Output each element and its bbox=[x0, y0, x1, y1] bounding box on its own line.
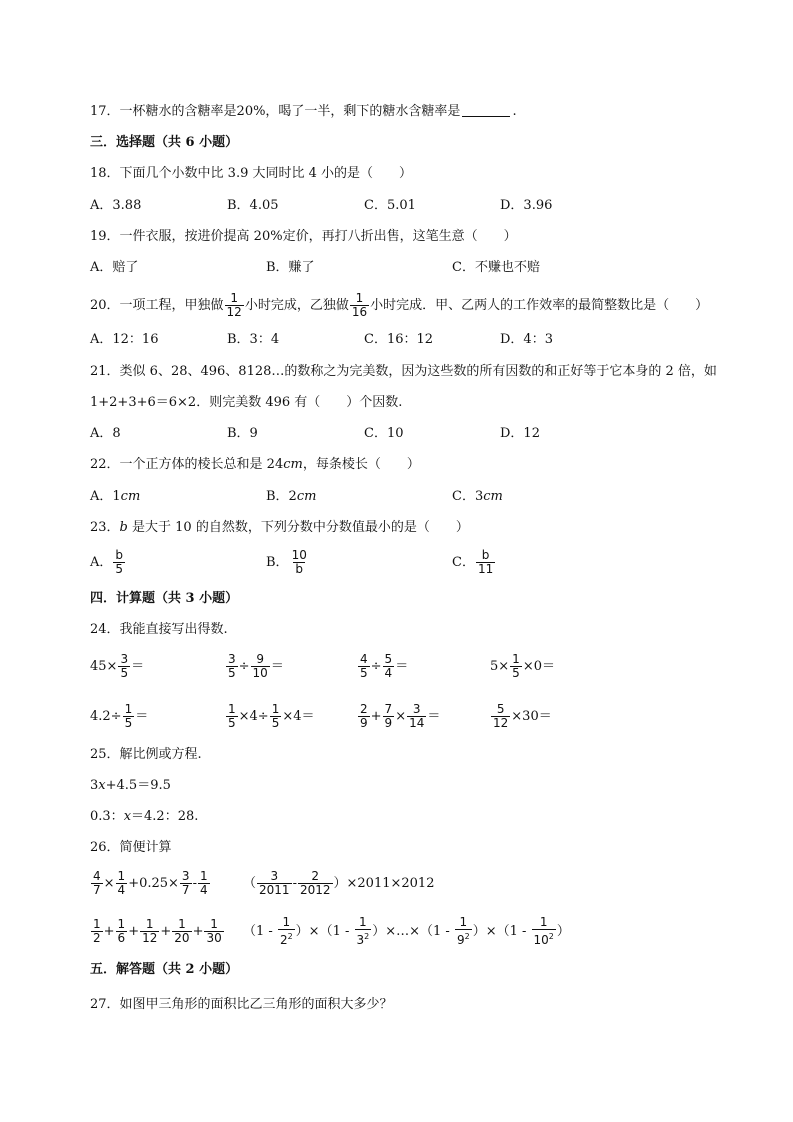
option-a[interactable]: A．3.88 bbox=[90, 198, 142, 213]
expression: （1 - $\frac{1}{2^2}$ ）×（1 - $\frac{1}{3^2}$ ）×…×（1 - $\frac{1}{9^2}$ ）×（1 - $\frac{1}{10^2}$ ） bbox=[243, 915, 570, 947]
option-c[interactable]: C． $\frac{b}{11}$ bbox=[452, 548, 494, 576]
option-a[interactable]: A．12：16 bbox=[90, 332, 159, 347]
question-20: 20．一项工程，甲独做 $\frac{1}{12}$ 小时完成，乙独做 $\frac{1}{16}$ 小时完成．甲、乙两人的工作效率的最简整数比是（ ） bbox=[90, 291, 709, 319]
option-b[interactable]: B．赚了 bbox=[266, 260, 315, 275]
expression: $\frac{5}{12}$ ×30＝ bbox=[493, 702, 552, 730]
option-d[interactable]: D．4：3 bbox=[500, 332, 553, 347]
expression: $\frac{4}{7}$ × $\frac{1}{4}$ +0.25× $\frac{3}{7}$ - $\frac{1}{4}$ bbox=[93, 869, 208, 897]
equation: 3x+4.5＝9.5 bbox=[90, 778, 171, 793]
question-27: 27．如图甲三角形的面积比乙三角形的面积大多少？ bbox=[90, 997, 393, 1012]
expression: $\frac{2}{9}$ + $\frac{7}{9}$ × $\frac{3}{14}$ ＝ bbox=[360, 702, 441, 730]
answer-blank[interactable] bbox=[462, 102, 510, 117]
question-23: 23．b 是大于 10 的自然数，下列分数中分数值最小的是（ ） bbox=[90, 520, 469, 535]
option-d[interactable]: D．12 bbox=[500, 426, 540, 441]
question-17: 17．一杯糖水的含糖率是20%，喝了一半，剩下的糖水含糖率是 . bbox=[90, 104, 517, 119]
section-heading-choice: 三．选择题（共 6 小题） bbox=[90, 135, 239, 150]
question-21: 21．类似 6、28、496、8128…的数称之为完美数，因为这些数的所有因数的和正好等于它本身的 2 倍，如 bbox=[90, 364, 717, 379]
option-a[interactable]: A．8 bbox=[90, 426, 121, 441]
option-b[interactable]: B． $\frac{10}{b}$ bbox=[266, 548, 307, 576]
question-25: 25．解比例或方程. bbox=[90, 747, 202, 762]
question-18: 18．下面几个小数中比 3.9 大同时比 4 小的是（ ） bbox=[90, 166, 413, 181]
expression: 4.2÷ $\frac{1}{5}$ ＝ bbox=[90, 702, 149, 730]
section-heading-calculation: 四．计算题（共 3 小题） bbox=[90, 591, 239, 606]
section-heading-answer: 五．解答题（共 2 小题） bbox=[90, 962, 239, 977]
option-c[interactable]: C．5.01 bbox=[364, 198, 416, 213]
option-b[interactable]: B．3：4 bbox=[227, 332, 280, 347]
option-a[interactable]: A．赔了 bbox=[90, 260, 139, 275]
option-a[interactable]: A．1cm bbox=[90, 489, 141, 504]
option-c[interactable]: C．3cm bbox=[452, 489, 503, 504]
question-19: 19．一件衣服，按进价提高 20%定价，再打八折出售，这笔生意（ ） bbox=[90, 229, 517, 244]
expression: $\frac{1}{2}$ + $\frac{1}{6}$ + $\frac{1}{12}$ + $\frac{1}{20}$ + $\frac{1}{30}$ bbox=[93, 917, 222, 945]
option-b[interactable]: B．2cm bbox=[266, 489, 317, 504]
option-c[interactable]: C．16：12 bbox=[364, 332, 434, 347]
expression: $\frac{3}{5}$ ÷ $\frac{9}{10}$ ＝ bbox=[228, 652, 284, 680]
expression: $\frac{4}{5}$ ÷ $\frac{5}{4}$ ＝ bbox=[360, 652, 409, 680]
option-c[interactable]: C．10 bbox=[364, 426, 404, 441]
question-26: 26．简便计算 bbox=[90, 840, 172, 855]
expression: 45× $\frac{3}{5}$ ＝ bbox=[90, 652, 145, 680]
expression: $\frac{1}{5}$ ×4÷ $\frac{1}{5}$ ×4＝ bbox=[228, 702, 315, 730]
expression: 5× $\frac{1}{5}$ ×0＝ bbox=[490, 652, 555, 680]
expression: （ $\frac{3}{2011}$ - $\frac{2}{2012}$ ）×2011×2012 bbox=[243, 869, 435, 897]
question-22: 22．一个正方体的棱长总和是 24cm，每条棱长（ ） bbox=[90, 457, 420, 472]
question-24: 24．我能直接写出得数. bbox=[90, 622, 228, 637]
option-c[interactable]: C．不赚也不赔 bbox=[452, 260, 540, 275]
fraction: $\frac{1}{16}$ bbox=[351, 291, 368, 319]
option-b[interactable]: B．4.05 bbox=[227, 198, 279, 213]
proportion: 0.3：x＝4.2：28. bbox=[90, 809, 199, 824]
option-b[interactable]: B．9 bbox=[227, 426, 258, 441]
option-a[interactable]: A． $\frac{b}{5}$ bbox=[90, 548, 124, 576]
option-d[interactable]: D．3.96 bbox=[500, 198, 553, 213]
question-21-line2: 1+2+3+6＝6×2．则完美数 496 有（ ）个因数. bbox=[90, 395, 403, 410]
fraction: $\frac{1}{12}$ bbox=[226, 291, 242, 319]
